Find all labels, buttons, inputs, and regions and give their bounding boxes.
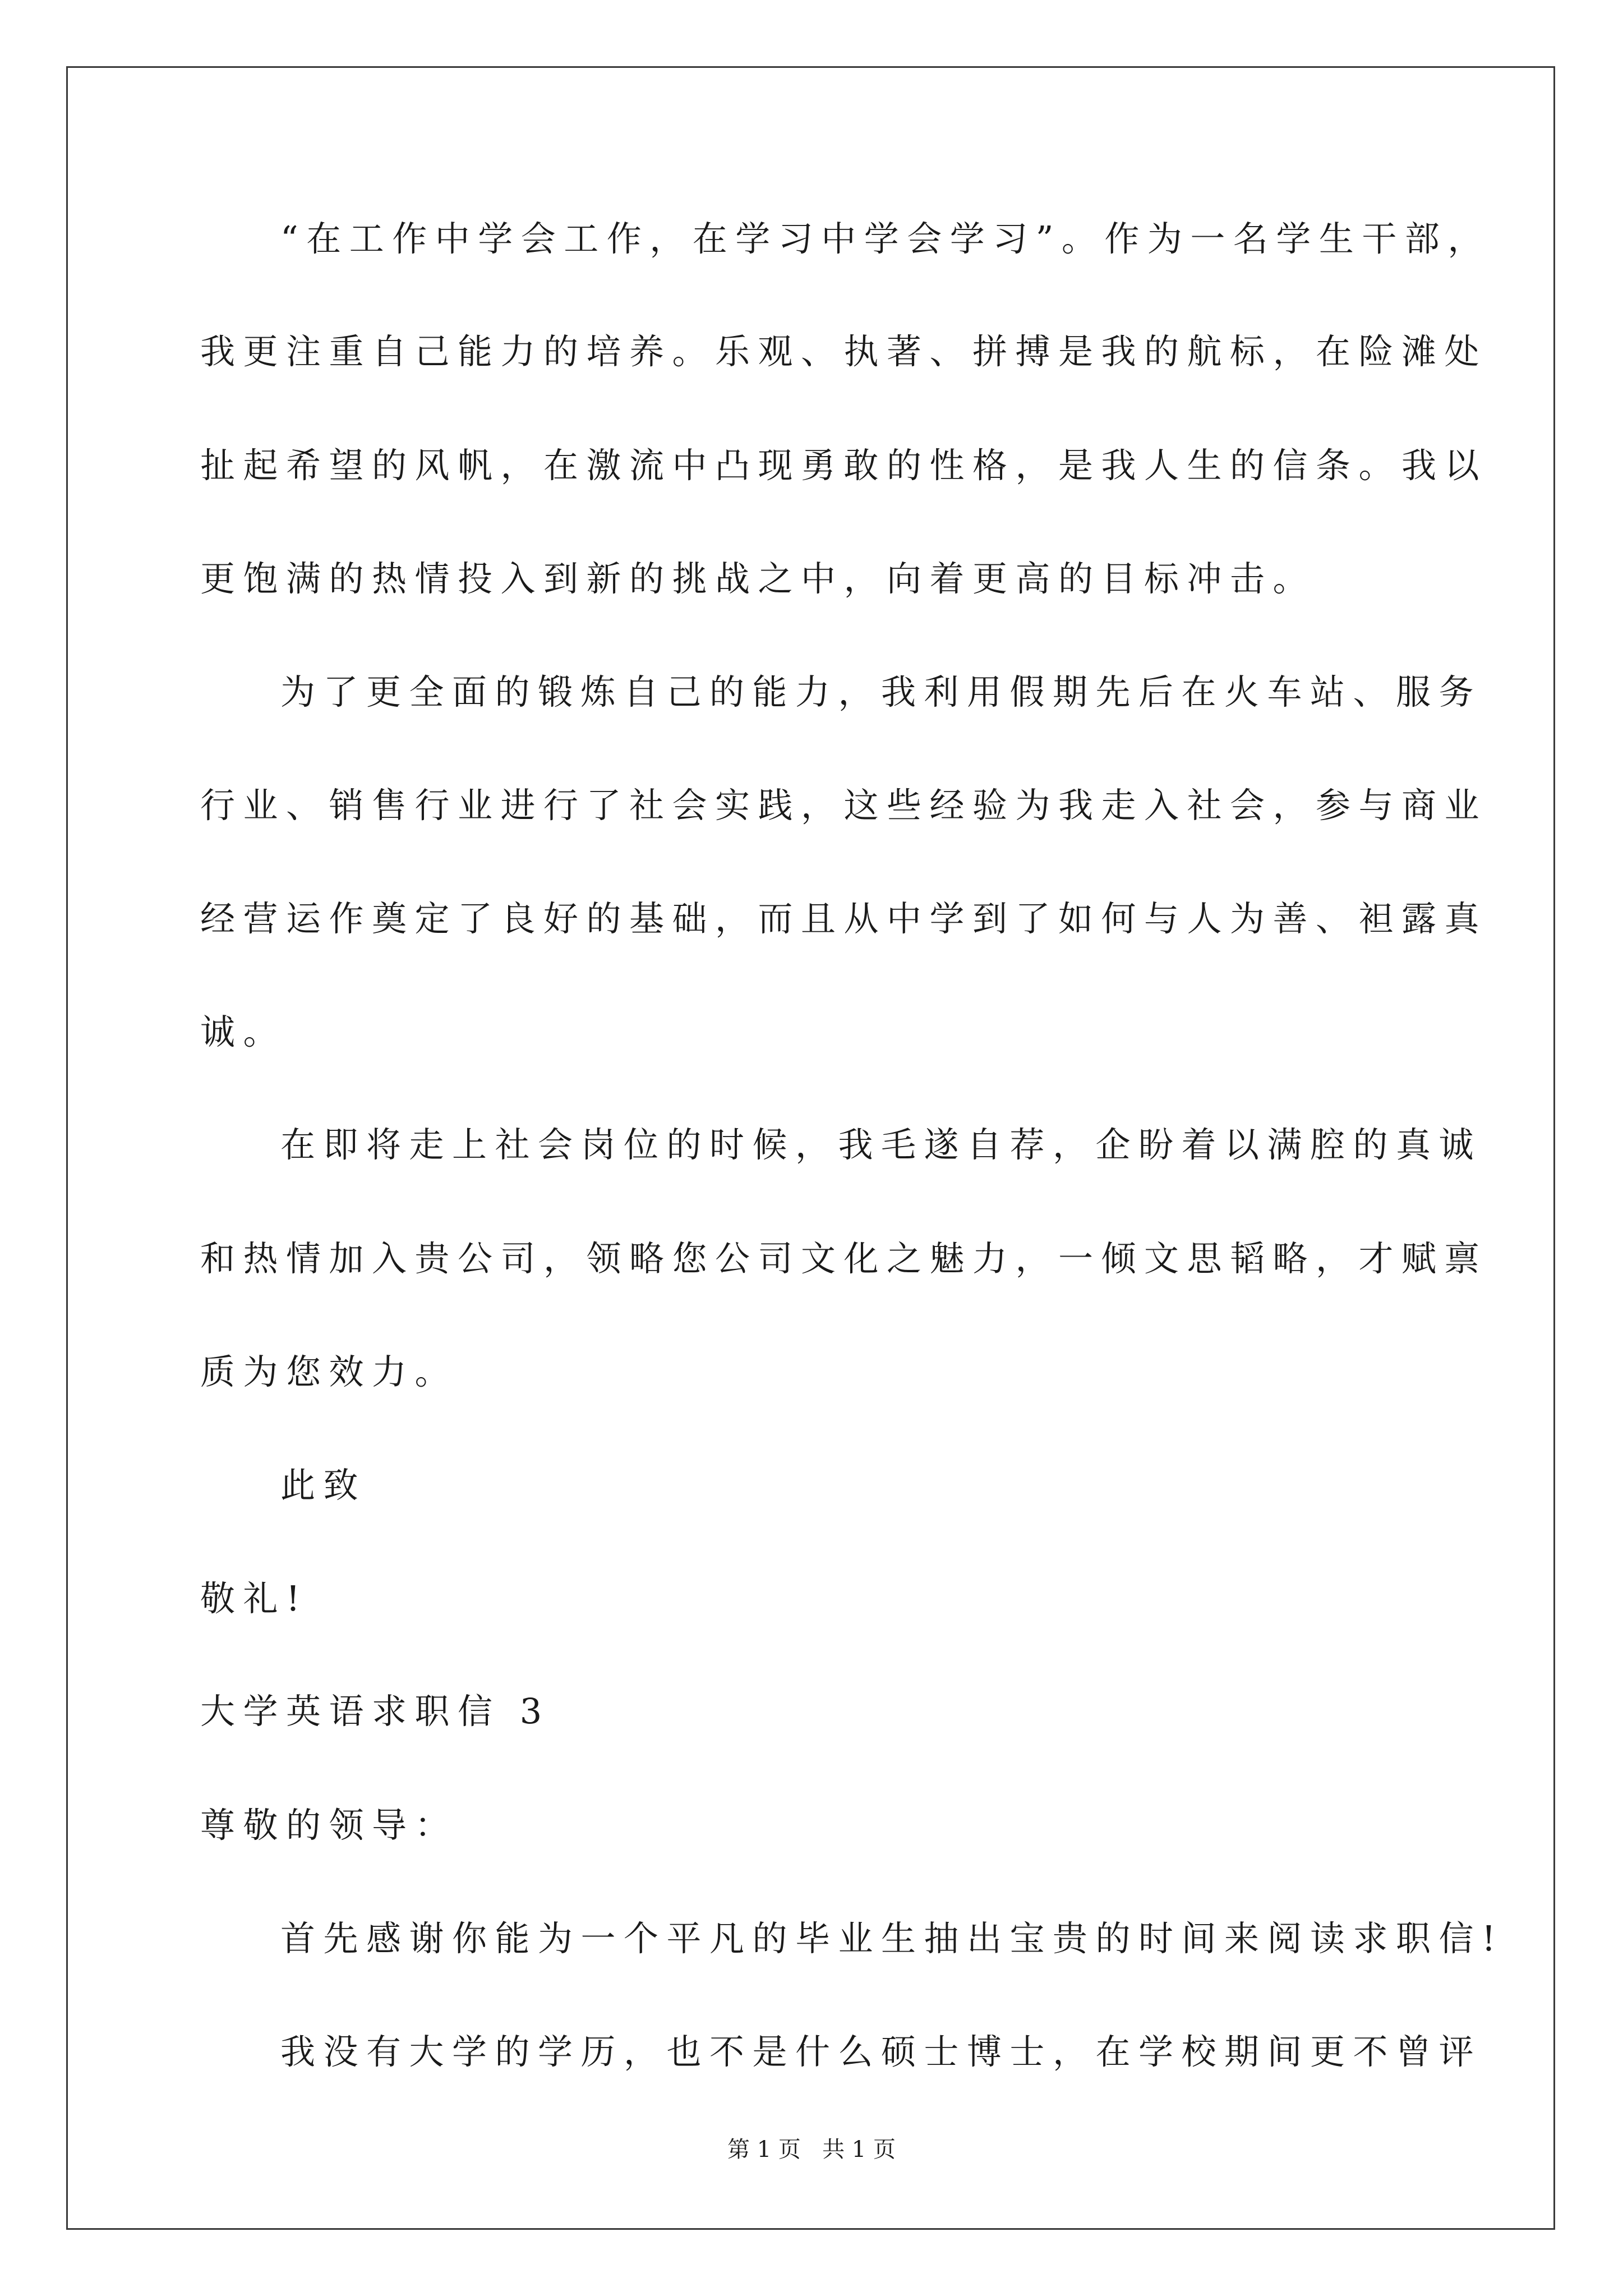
page-number-footer: 第 1 页 共 1 页: [727, 2137, 896, 2162]
closing-line: 此致: [280, 1465, 367, 1506]
section-title: 大学英语求职信 3: [200, 1691, 550, 1732]
paragraph-2-line-1: 为了更全面的锻炼自己的能力，我利用假期先后在火车站、服务: [280, 671, 1482, 712]
paragraph-2-line-2: 行业、销售行业进行了社会实践，这些经验为我走入社会，参与商业: [200, 785, 1488, 826]
paragraph-3-line-3: 质为您效力。: [200, 1351, 458, 1392]
paragraph-1-line-4: 更饱满的热情投入到新的挑战之中，向着更高的目标冲击。: [200, 558, 1316, 599]
thanks-paragraph: 首先感谢你能为一个平凡的毕业生抽出宝贵的时间来阅读求职信!: [280, 1918, 1504, 1959]
paragraph-2-line-4: 诚。: [200, 1011, 287, 1052]
paragraph-1-line-2: 我更注重自己能力的培养。乐观、执著、拼搏是我的航标，在险滩处: [200, 331, 1488, 372]
paragraph-1-line-1: “在工作中学会工作，在学习中学会学习”。作为一名学生干部，: [280, 218, 1491, 259]
salute-line: 敬礼!: [200, 1578, 308, 1619]
paragraph-1-line-3: 扯起希望的风帆，在激流中凸现勇敢的性格，是我人生的信条。我以: [200, 445, 1488, 486]
greeting-line: 尊敬的领导：: [200, 1805, 458, 1846]
intro-paragraph-line-1: 我没有大学的学历，也不是什么硕士博士，在学校期间更不曾评: [280, 2031, 1482, 2072]
paragraph-2-line-3: 经营运作奠定了良好的基础，而且从中学到了如何与人为善、袒露真: [200, 898, 1488, 939]
paragraph-3-line-1: 在即将走上社会岗位的时候，我毛遂自荐，企盼着以满腔的真诚: [280, 1124, 1482, 1165]
paragraph-3-line-2: 和热情加入贵公司，领略您公司文化之魅力，一倾文思韬略，才赋禀: [200, 1238, 1488, 1279]
